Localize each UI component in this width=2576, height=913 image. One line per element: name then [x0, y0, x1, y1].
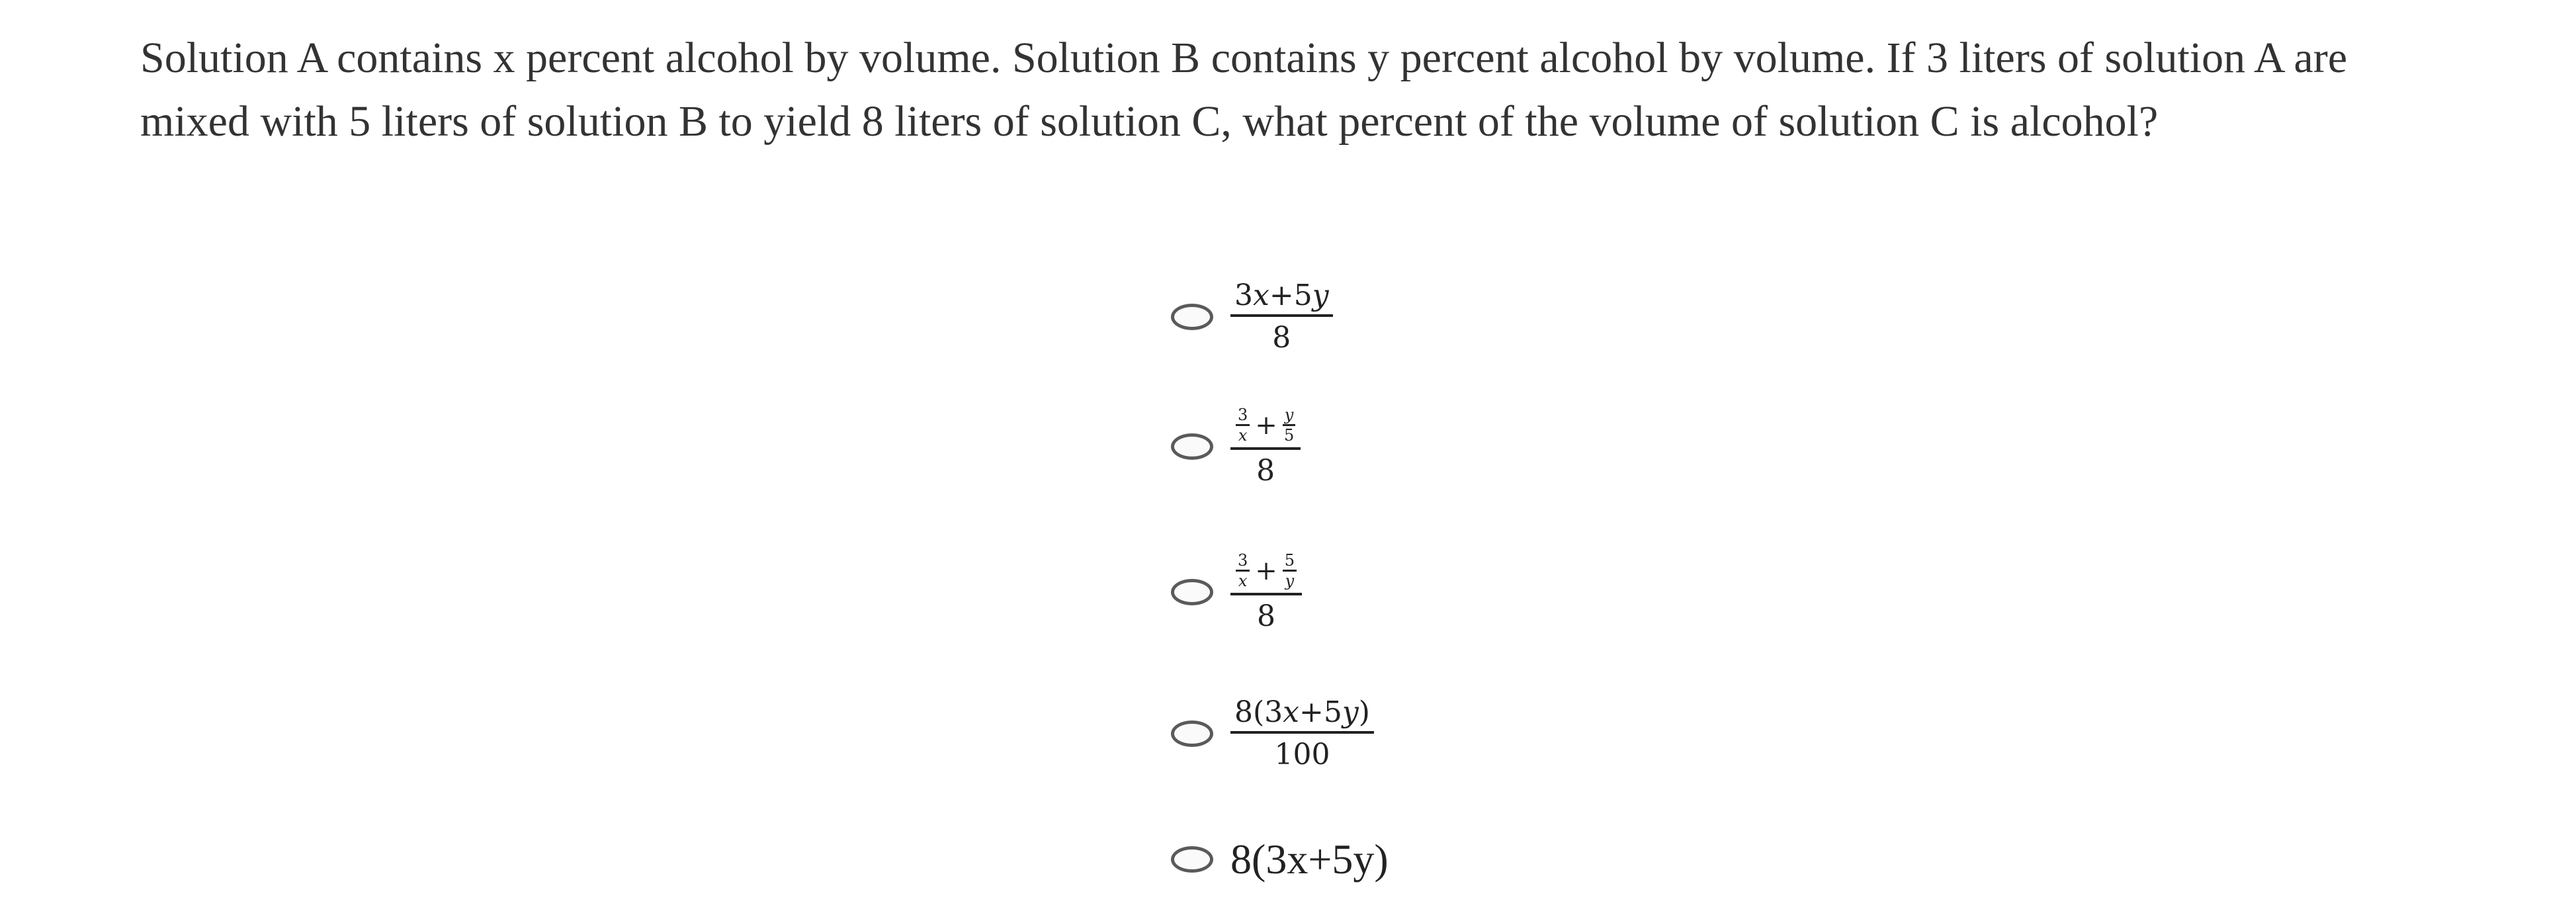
choice-label: 8(3x+5y): [1230, 836, 1389, 883]
radio-button[interactable]: [1171, 304, 1213, 330]
variable: x: [1253, 279, 1269, 312]
variable: y: [1312, 279, 1329, 312]
fraction-denominator: 8: [1256, 454, 1275, 488]
fraction-denominator: 8: [1257, 599, 1276, 633]
radio-button[interactable]: [1171, 579, 1213, 605]
inner-denominator: x: [1238, 572, 1248, 590]
operator: +: [1299, 695, 1324, 729]
choice-option-4[interactable]: [1171, 695, 1374, 771]
fraction-numerator: [1230, 552, 1302, 595]
choice-option-3[interactable]: [1171, 552, 1302, 631]
radio-button[interactable]: [1171, 433, 1213, 460]
operator: +: [1255, 555, 1277, 586]
coefficient: 5: [1293, 279, 1312, 312]
fraction-numerator: [1230, 407, 1301, 450]
inner-denominator: x: [1238, 426, 1248, 445]
inner-fraction: [1283, 407, 1296, 443]
question-text: Solution A contains x percent alcohol by volume. Solution B contains y percent alcohol by volume. If 3 liters of solution A are mixed with 5 liters of solution B to yield 8 liters of solution C, what percent of the volume of solution C is alcohol?: [140, 34, 2348, 146]
fraction-denominator: 100: [1274, 738, 1330, 771]
coefficient: 3: [1234, 279, 1253, 312]
inner-numerator: 3: [1236, 407, 1250, 426]
prefix: 8(: [1234, 695, 1265, 729]
fraction-numerator: [1230, 695, 1374, 734]
inner-denominator: y: [1285, 572, 1295, 590]
variable: y: [1342, 695, 1359, 729]
suffix: ): [1358, 695, 1370, 729]
inner-denominator: 5: [1283, 426, 1295, 445]
variable: x: [1283, 695, 1299, 729]
choice-expression: [1230, 552, 1302, 631]
operator: +: [1255, 410, 1277, 441]
inner-numerator: y: [1283, 407, 1296, 426]
coefficient: 5: [1323, 695, 1342, 729]
choice-expression: [1230, 695, 1374, 771]
inner-numerator: 5: [1283, 552, 1297, 572]
inner-fraction: [1236, 407, 1250, 443]
choice-expression: [1230, 407, 1301, 486]
radio-button[interactable]: [1171, 846, 1213, 873]
radio-button[interactable]: [1171, 720, 1213, 747]
operator: +: [1269, 279, 1294, 312]
fraction-numerator: [1230, 281, 1333, 317]
choice-option-2[interactable]: [1171, 407, 1301, 486]
inner-numerator: 3: [1236, 552, 1250, 572]
coefficient: 3: [1264, 695, 1283, 729]
choice-expression: [1230, 281, 1333, 353]
fraction-denominator: 8: [1272, 321, 1291, 355]
inner-fraction: [1283, 552, 1297, 589]
inner-fraction: [1236, 552, 1250, 589]
choice-option-5[interactable]: [1171, 835, 1389, 884]
choice-option-1[interactable]: [1171, 281, 1333, 353]
